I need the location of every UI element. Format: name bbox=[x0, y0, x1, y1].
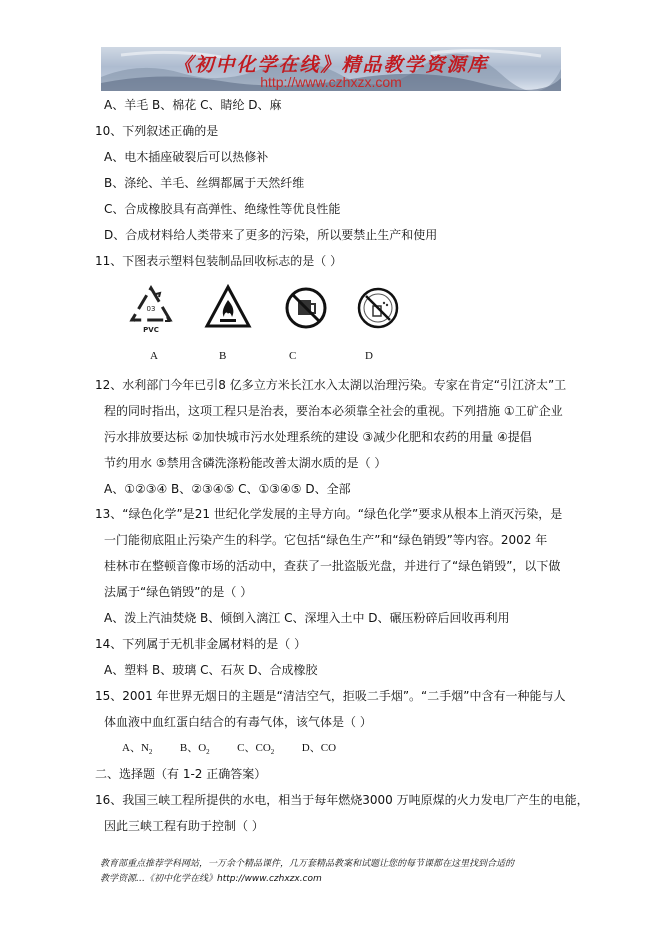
banner-url-link[interactable]: http://www.czhxzx.com bbox=[260, 74, 402, 90]
recycle-code-label: PVC bbox=[143, 326, 159, 334]
q12-options: A、①②③④ B、②③④⑤ C、①③④⑤ D、全部 bbox=[104, 482, 351, 496]
q10-option-a: A、电木插座破裂后可以热修补 bbox=[104, 150, 269, 164]
banner-title: 《初中化学在线》精品教学资源库 bbox=[173, 54, 489, 76]
footer-line-1: 教育部重点推荐学科网站，一万余个精品课件，几万套精品教案和试题让您的每节课都在这里找到合适的 bbox=[100, 859, 515, 869]
recycle-pvc-icon bbox=[126, 284, 176, 336]
section-2-heading: 二、选择题（有 1-2 正确答案） bbox=[95, 767, 267, 781]
no-spray-sign-icon bbox=[356, 286, 400, 330]
q15-line-2: 体血液中血红蛋白结合的有毒气体，该气体是（ ） bbox=[104, 715, 372, 729]
q11-stem: 11、下图表示塑料包装制品回收标志的是（ ） bbox=[95, 254, 343, 268]
q16-line-2: 因此三峡工程有助于控制（ ） bbox=[104, 819, 264, 833]
q15-option-a: A、$N_2$ bbox=[122, 742, 153, 757]
q14-options: A、塑料 B、玻璃 C、石灰 D、合成橡胶 bbox=[104, 663, 318, 677]
q13-line-4: 法属于“绿色销毁”的是（ ） bbox=[104, 585, 253, 599]
q13-line-1: 13、“绿色化学”是21 世纪化学发展的主导方向。“绿色化学”要求从根本上消灭污染，是 bbox=[95, 507, 563, 521]
q10-option-b: B、涤纶、羊毛、丝绸都属于天然纤维 bbox=[104, 176, 305, 190]
q13-options: A、泼上汽油焚烧 B、倾倒入漓江 C、深埋入土中 D、碾压粉碎后回收再利用 bbox=[104, 611, 510, 625]
q10-option-c: C、合成橡胶具有高弹性、绝缘性等优良性能 bbox=[104, 202, 341, 216]
q15-option-d: D、CO bbox=[301, 742, 337, 754]
flammable-warning-icon bbox=[204, 284, 252, 330]
q15-line-1: 15、2001 年世界无烟日的主题是“清洁空气，拒吸二手烟”。“二手烟”中含有一种能与人 bbox=[95, 689, 566, 703]
q15-option-c: C、$CO_2$ bbox=[237, 742, 275, 757]
q10-stem: 10、下列叙述正确的是 bbox=[95, 124, 219, 138]
q10-option-d: D、合成材料给人类带来了更多的污染，所以要禁止生产和使用 bbox=[104, 228, 438, 242]
q16-line-1: 16、我国三峡工程所提供的水电，相当于每年燃烧3000 万吨原煤的火力发电厂产生的电能， bbox=[95, 793, 589, 807]
q11-label-b: B bbox=[219, 350, 227, 362]
prohibition-sign-icon bbox=[284, 286, 328, 330]
q12-line-1: 12、水利部门今年已引8 亿多立方米长江水入太湖以治理污染。专家在肯定“引江济太”工 bbox=[95, 378, 567, 392]
recycle-number-label: 03 bbox=[146, 305, 156, 313]
q14-stem: 14、下列属于无机非金属材料的是（ ） bbox=[95, 637, 307, 651]
q12-line-2: 程的同时指出，这项工程只是治表，要治本必须靠全社会的重视。下列措施 ①工矿企业 bbox=[104, 404, 563, 418]
q11-label-a: A bbox=[150, 350, 158, 362]
q13-line-2: 一门能彻底阻止污染产生的科学。它包括“绿色生产”和“绿色销毁”等内容。2002 年 bbox=[104, 533, 548, 547]
q11-label-c: C bbox=[289, 350, 297, 362]
q11-label-d: D bbox=[365, 350, 373, 362]
q15-options bbox=[122, 739, 336, 761]
q12-line-4: 节约用水 ⑤禁用含磷洗涤粉能改善太湖水质的是（ ） bbox=[104, 456, 387, 470]
q13-line-3: 桂林市在整顿音像市场的活动中，查获了一批盗版光盘，并进行了“绿色销毁”，以下做 bbox=[104, 559, 561, 573]
q9-options: A、羊毛 B、棉花 C、睛纶 D、麻 bbox=[104, 98, 282, 112]
q12-line-3: 污水排放要达标 ②加快城市污水处理系统的建设 ③减少化肥和农药的用量 ④提倡 bbox=[104, 430, 532, 444]
q15-option-b: B、$O_2$ bbox=[179, 742, 210, 757]
footer-line-2: 教学资源…《初中化学在线》http://www.czhxzx.com bbox=[100, 874, 322, 884]
header-banner bbox=[101, 47, 561, 91]
